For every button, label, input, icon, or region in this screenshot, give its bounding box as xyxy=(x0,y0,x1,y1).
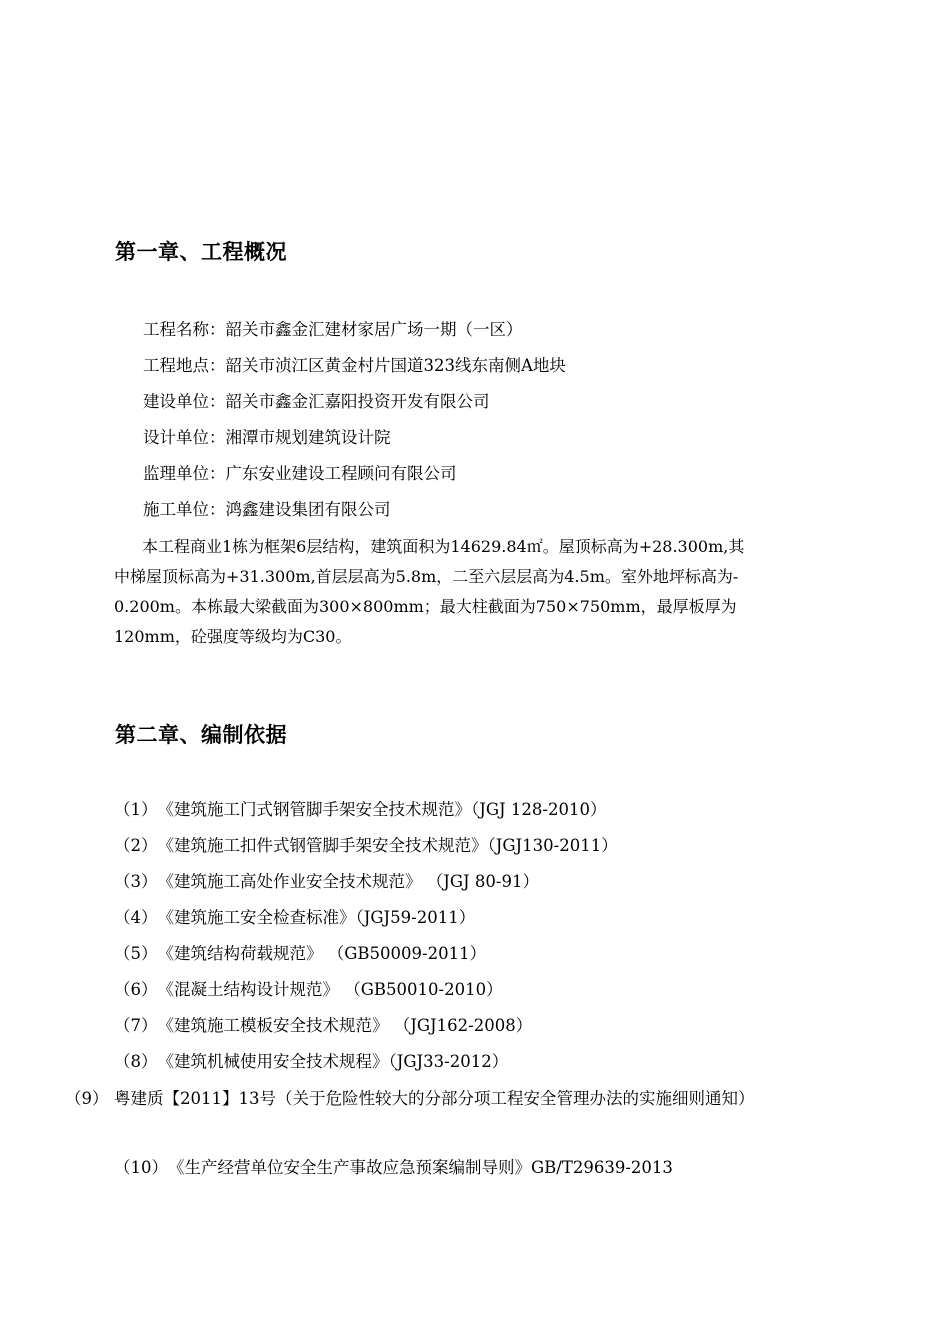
list-item xyxy=(114,1048,844,1084)
item-text: 《建筑机械使用安全技术规程》（JGJ33-2012） xyxy=(157,1052,509,1071)
project-info-list xyxy=(143,316,566,532)
list-item xyxy=(114,1012,844,1048)
item-number: （6） xyxy=(114,980,158,999)
reference-standards-list xyxy=(65,796,844,1190)
item-text: 《生产经营单位安全生产事故应急预案编制导则》GB/T29639-2013 xyxy=(168,1158,673,1177)
project-location-line xyxy=(143,352,566,388)
overview-line: 本工程商业1栋为框架6层结构，建筑面积为14629.84㎡。屋顶标高为+28.300m,其 xyxy=(142,537,745,556)
supervision-unit-line xyxy=(143,460,566,496)
info-value: 广东安业建设工程顾问有限公司 xyxy=(225,464,457,483)
list-item xyxy=(114,940,844,976)
info-value: 韶关市鑫金汇建材家居广场一期（一区） xyxy=(225,320,523,339)
item-number: （1） xyxy=(114,800,158,819)
construction-unit-line xyxy=(143,496,566,532)
info-value: 韶关市浈江区黄金村片国道323线东南侧A地块 xyxy=(225,356,566,375)
info-label: 建设单位： xyxy=(143,392,226,411)
item-number: （2） xyxy=(114,836,158,855)
item-number: （8） xyxy=(114,1052,158,1071)
list-item: （9） 粤建质【2011】13号（关于危险性较大的分部分项工程安全管理办法的实施细则通知） xyxy=(65,1089,755,1108)
item-number: （4） xyxy=(114,908,158,927)
item-text: 粤建质【2011】13号（关于危险性较大的分部分项工程安全管理办法的实施细则通知） xyxy=(114,1089,755,1108)
list-item xyxy=(114,796,844,832)
item-number: （3） xyxy=(114,872,158,891)
item-text: 《混凝土结构设计规范》 （GB50010-2010） xyxy=(157,980,503,999)
item-number: （10） xyxy=(114,1158,168,1177)
info-label: 设计单位： xyxy=(143,428,226,447)
chapter-1-title: 第一章、工程概况 xyxy=(115,240,287,264)
item-text: 《建筑施工安全检查标准》（JGJ59-2011） xyxy=(157,908,476,927)
list-item xyxy=(114,868,844,904)
info-label: 施工单位： xyxy=(143,500,226,519)
info-value: 韶关市鑫金汇嘉阳投资开发有限公司 xyxy=(225,392,490,411)
design-unit-line xyxy=(143,424,566,460)
info-label: 工程名称： xyxy=(143,320,226,339)
overview-line: 120mm，砼强度等级均为C30。 xyxy=(114,627,352,646)
list-item xyxy=(114,904,844,940)
info-label: 工程地点： xyxy=(143,356,226,375)
info-value: 湘潭市规划建筑设计院 xyxy=(225,428,391,447)
owner-unit-line xyxy=(143,388,566,424)
list-item xyxy=(114,976,844,1012)
item-text: 《建筑施工高处作业安全技术规范》 （JGJ 80-91） xyxy=(157,872,539,891)
list-item xyxy=(114,832,844,868)
overview-line: 中梯屋顶标高为+31.300m,首层层高为5.8m，二至六层层高为4.5m。室外地坪标高为- xyxy=(114,567,739,586)
item-text: 《建筑施工扣件式钢管脚手架安全技术规范》（JGJ130-2011） xyxy=(157,836,618,855)
item-text: 《建筑结构荷载规范》 （GB50009-2011） xyxy=(157,944,487,963)
project-name-line xyxy=(143,316,566,352)
project-overview-paragraph xyxy=(114,532,838,652)
list-item xyxy=(114,1154,844,1190)
info-label: 监理单位： xyxy=(143,464,226,483)
item-text: 《建筑施工模板安全技术规范》 （JGJ162-2008） xyxy=(157,1016,533,1035)
chapter-2-title: 第二章、编制依据 xyxy=(115,723,287,747)
item-number: （7） xyxy=(114,1016,158,1035)
item-number: （5） xyxy=(114,944,158,963)
item-text: 《建筑施工门式钢管脚手架安全技术规范》（JGJ 128-2010） xyxy=(157,800,607,819)
info-value: 鸿鑫建设集团有限公司 xyxy=(225,500,391,519)
overview-line: 0.200m。本栋最大梁截面为300×800mm；最大柱截面为750×750mm，最厚板厚为 xyxy=(114,597,737,616)
